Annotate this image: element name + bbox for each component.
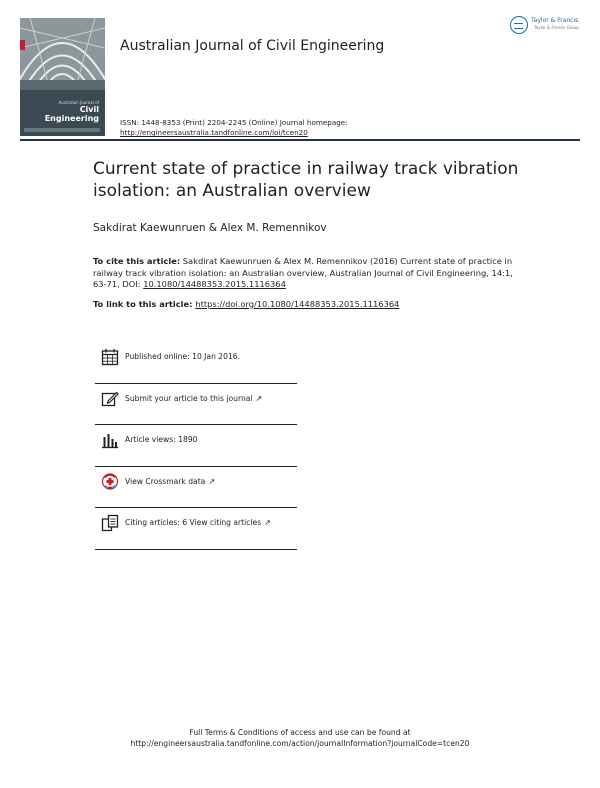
citing-articles-text: Citing articles: 6 View citing articles bbox=[125, 518, 262, 527]
article-views-text: Article views: 1890 bbox=[125, 435, 198, 444]
cover-title-line2: Engineering bbox=[44, 114, 99, 123]
cover-arches-graphic bbox=[20, 18, 105, 90]
terms-footer-line1: Full Terms & Conditions of access and use can be found at bbox=[189, 728, 411, 737]
cover-title-block bbox=[20, 100, 105, 123]
cover-small-text: Australian Journal of bbox=[58, 100, 99, 105]
cover-title-line1: Civil bbox=[79, 105, 99, 114]
cover-red-badge bbox=[20, 40, 25, 50]
external-link-icon: ↗ bbox=[255, 393, 263, 403]
info-item-published bbox=[95, 342, 297, 384]
citation-doi-link[interactable]: 10.1080/14488353.2015.1116364 bbox=[143, 279, 286, 289]
publisher-logo-text: Taylor & Francis bbox=[531, 17, 579, 24]
citing-articles-link[interactable] bbox=[125, 518, 271, 527]
publisher-logo-subtext: Taylor & Francis Group bbox=[534, 25, 579, 30]
crossmark-icon bbox=[101, 473, 119, 491]
publisher-logo-icon bbox=[510, 16, 528, 34]
citation-label: To cite this article: bbox=[93, 256, 181, 266]
terms-footer-url[interactable]: http://engineersaustralia.tandfonline.com/action/journalInformation?journalCode=tcen20 bbox=[130, 739, 470, 748]
bar-chart-icon bbox=[101, 431, 119, 449]
citing-articles-icon bbox=[101, 514, 119, 532]
journal-cover-image bbox=[20, 18, 105, 136]
edit-icon bbox=[101, 390, 119, 408]
submit-article-text: Submit your article to this journal bbox=[125, 393, 253, 403]
calendar-icon bbox=[101, 348, 119, 366]
article-link-label: To link to this article: bbox=[93, 299, 196, 309]
terms-footer bbox=[100, 727, 500, 749]
issn-text: ISSN: 1448-8353 (Print) 2204-2245 (Online) Journal homepage: bbox=[120, 118, 348, 127]
crossmark-link[interactable] bbox=[125, 477, 215, 486]
info-item-views bbox=[95, 425, 297, 467]
article-authors: Sakdirat Kaewunruen & Alex M. Remennikov bbox=[93, 222, 327, 234]
journal-homepage-link[interactable]: http://engineersaustralia.tandfonline.com/loi/tcen20 bbox=[120, 128, 308, 137]
crossmark-text: View Crossmark data bbox=[125, 476, 206, 486]
journal-name: Australian Journal of Civil Engineering bbox=[120, 38, 385, 54]
info-item-submit[interactable] bbox=[95, 384, 297, 426]
citation-block bbox=[93, 256, 513, 291]
info-item-citing[interactable] bbox=[95, 508, 297, 550]
article-info-list bbox=[95, 342, 297, 550]
external-link-icon: ↗ bbox=[208, 476, 216, 486]
issn-line bbox=[120, 118, 515, 138]
info-item-crossmark[interactable] bbox=[95, 467, 297, 509]
article-title: Current state of practice in railway track vibration isolation: an Australian overview bbox=[93, 159, 519, 201]
citation-text: Sakdirat Kaewunruen & Alex M. Remennikov (2016) Current state of practice in railway track vibration isolation: an Australian overview, Australian Journal of Civil Engineering, 14:1, 63-71, DOI: bbox=[93, 256, 513, 289]
article-link-block bbox=[93, 299, 513, 309]
article-doi-url-link[interactable]: https://doi.org/10.1080/14488353.2015.1116364 bbox=[195, 299, 400, 309]
submit-article-link[interactable] bbox=[125, 394, 262, 403]
publisher-logo[interactable] bbox=[510, 16, 582, 36]
published-online-text: Published online: 10 Jan 2016. bbox=[125, 352, 241, 361]
cover-footer-bar bbox=[24, 128, 100, 132]
external-link-icon: ↗ bbox=[264, 518, 271, 527]
header-divider bbox=[20, 139, 580, 141]
